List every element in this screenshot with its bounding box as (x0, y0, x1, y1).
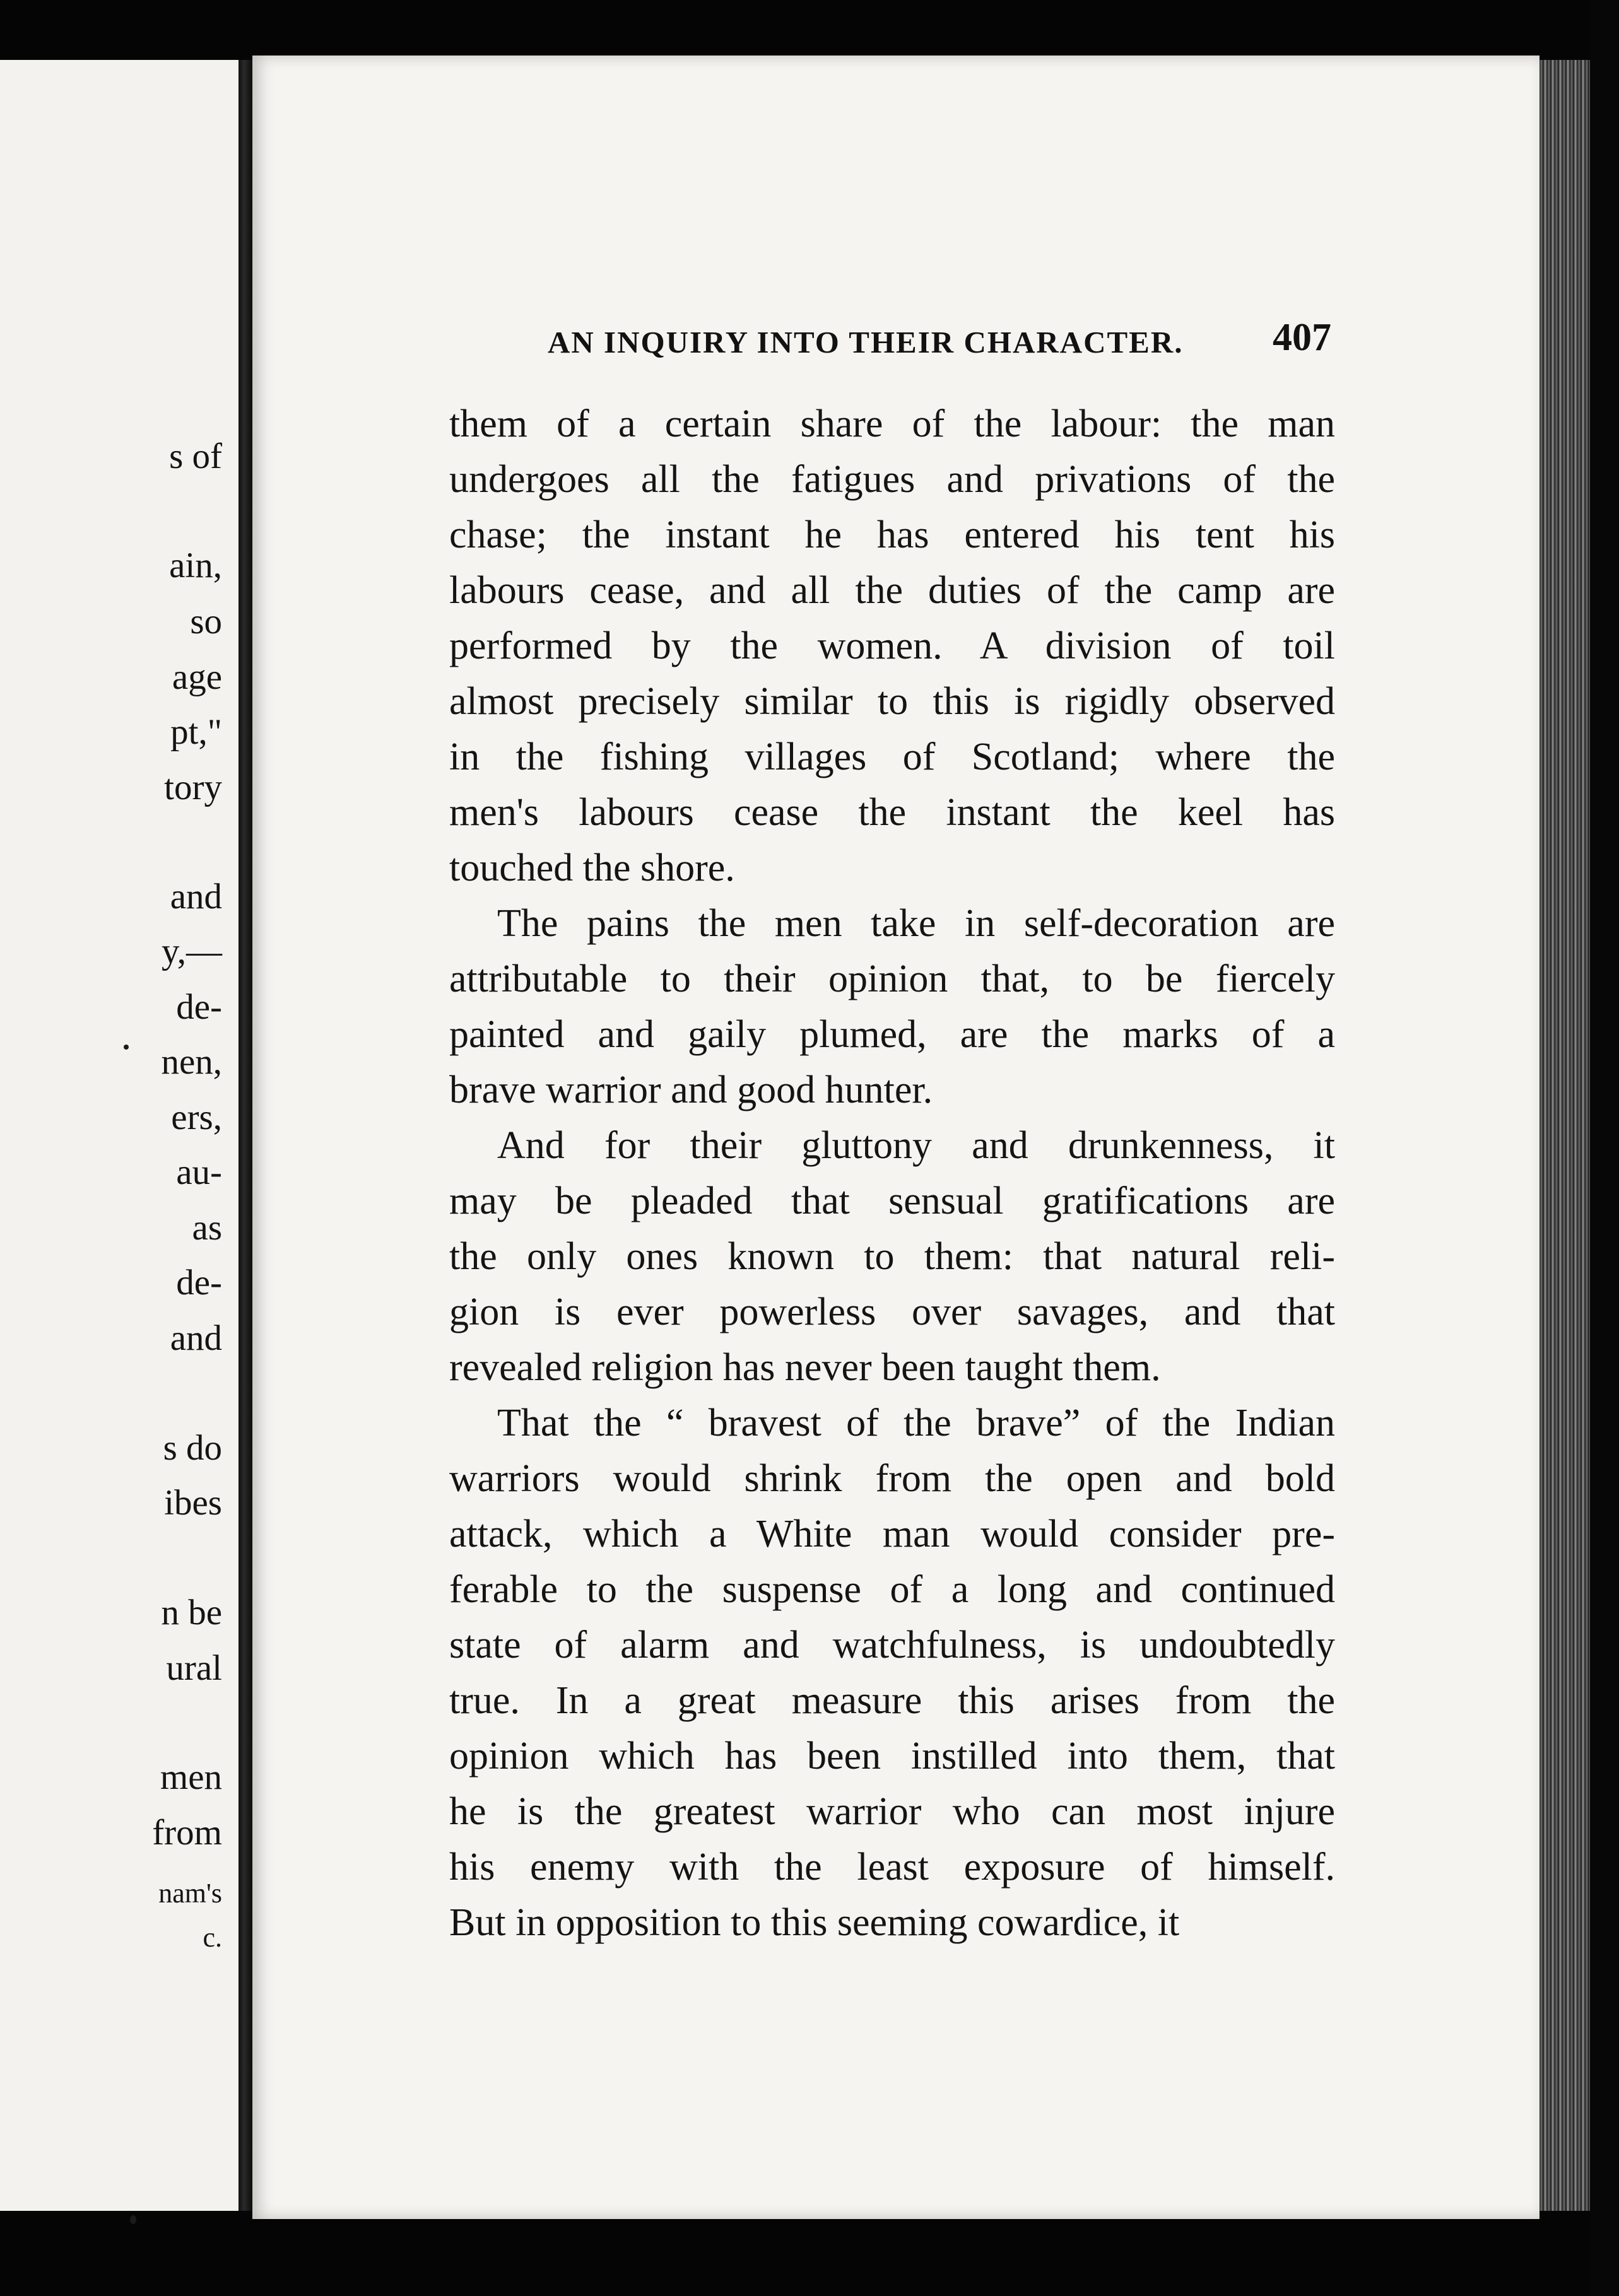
text-line: But in opposition to this seeming cowardice, it (449, 1901, 1180, 1944)
paragraph (449, 896, 1335, 1118)
left-page-fragment: s do (163, 1428, 222, 1468)
book-gutter (238, 60, 252, 2211)
left-page-fragment: au- (176, 1152, 222, 1192)
text-line: gion is ever powerless over savages, and that (449, 1291, 1335, 1333)
left-page-fragment: nen, (161, 1042, 222, 1082)
text-line: state of alarm and watchfulness, is undoubtedly (449, 1624, 1335, 1666)
left-page-fragment: n be (161, 1593, 222, 1632)
left-page-fragment: nam's (158, 1878, 222, 1909)
text-line: opinion which has been instilled into them, that (449, 1735, 1335, 1778)
ink-speck (124, 1045, 129, 1050)
page-edge-stack (1540, 60, 1590, 2211)
left-page-fragment: ain, (169, 546, 222, 585)
text-line: warriors would shrink from the open and bold (449, 1457, 1335, 1500)
text-line: That the “ bravest of the brave” of the Indian (497, 1402, 1335, 1444)
paragraph (449, 396, 1335, 896)
left-page-fragment: tory (164, 768, 222, 807)
scan-border (1590, 0, 1619, 2296)
text-line: painted and gaily plumed, are the marks of a (449, 1013, 1335, 1056)
left-page-fragment: c. (203, 1922, 222, 1953)
text-line: The pains the men take in self-decoration are (497, 902, 1335, 945)
text-line: he is the greatest warrior who can most injure (449, 1790, 1335, 1833)
text-line: attack, which a White man would consider pre- (449, 1513, 1335, 1555)
left-page-fragment: s of (169, 436, 222, 476)
text-line: men's labours cease the instant the keel has (449, 791, 1335, 834)
text-line: his enemy with the least exposure of himself. (449, 1846, 1335, 1889)
left-page-fragment: so (190, 602, 222, 641)
text-line: ferable to the suspense of a long and continued (449, 1568, 1335, 1611)
text-line: chase; the instant he has entered his tent his (449, 513, 1335, 556)
left-page-fragment: from (152, 1813, 222, 1853)
text-line: true. In a great measure this arises from the (449, 1679, 1335, 1722)
ink-speck (130, 2215, 136, 2224)
text-line: in the fishing villages of Scotland; where the (449, 735, 1335, 778)
left-page-fragment: ural (166, 1648, 222, 1688)
text-line: touched the shore. (449, 846, 735, 889)
left-page-fragment: de- (176, 1263, 222, 1303)
text-line: undergoes all the fatigues and privations of the (449, 458, 1335, 501)
page-number: 407 (1273, 316, 1331, 359)
left-page-fragment: y,— (161, 932, 222, 971)
left-page-fragment: and (170, 1318, 222, 1358)
left-page-fragment: ers, (171, 1098, 222, 1137)
text-line: the only ones known to them: that natural reli- (449, 1235, 1335, 1278)
left-page-fragment: age (172, 657, 222, 697)
text-line: attributable to their opinion that, to be fiercely (449, 958, 1335, 1000)
left-page-fragment: pt," (170, 712, 222, 752)
text-line: labours cease, and all the duties of the camp are (449, 569, 1335, 612)
text-line: And for their gluttony and drunkenness, it (497, 1124, 1335, 1167)
body-text (449, 396, 1335, 1950)
text-line: them of a certain share of the labour: the man (449, 402, 1335, 445)
left-page-fragment: as (192, 1208, 222, 1248)
paragraph (449, 1118, 1335, 1395)
text-line: revealed religion has never been taught them. (449, 1346, 1161, 1389)
left-page-fragment: ibes (164, 1483, 222, 1523)
running-head-title: AN INQUIRY INTO THEIR CHARACTER. (548, 325, 1184, 360)
facing-left-page (0, 60, 242, 2211)
text-line: brave warrior and good hunter. (449, 1069, 933, 1111)
left-page-fragment: men (160, 1757, 222, 1797)
left-page-fragment: de- (176, 987, 222, 1027)
paragraph (449, 1395, 1335, 1950)
text-line: almost precisely similar to this is rigidly observed (449, 680, 1335, 723)
left-page-fragment: and (170, 877, 222, 917)
text-line: may be pleaded that sensual gratifications are (449, 1180, 1335, 1222)
text-line: performed by the women. A division of toil (449, 624, 1335, 667)
